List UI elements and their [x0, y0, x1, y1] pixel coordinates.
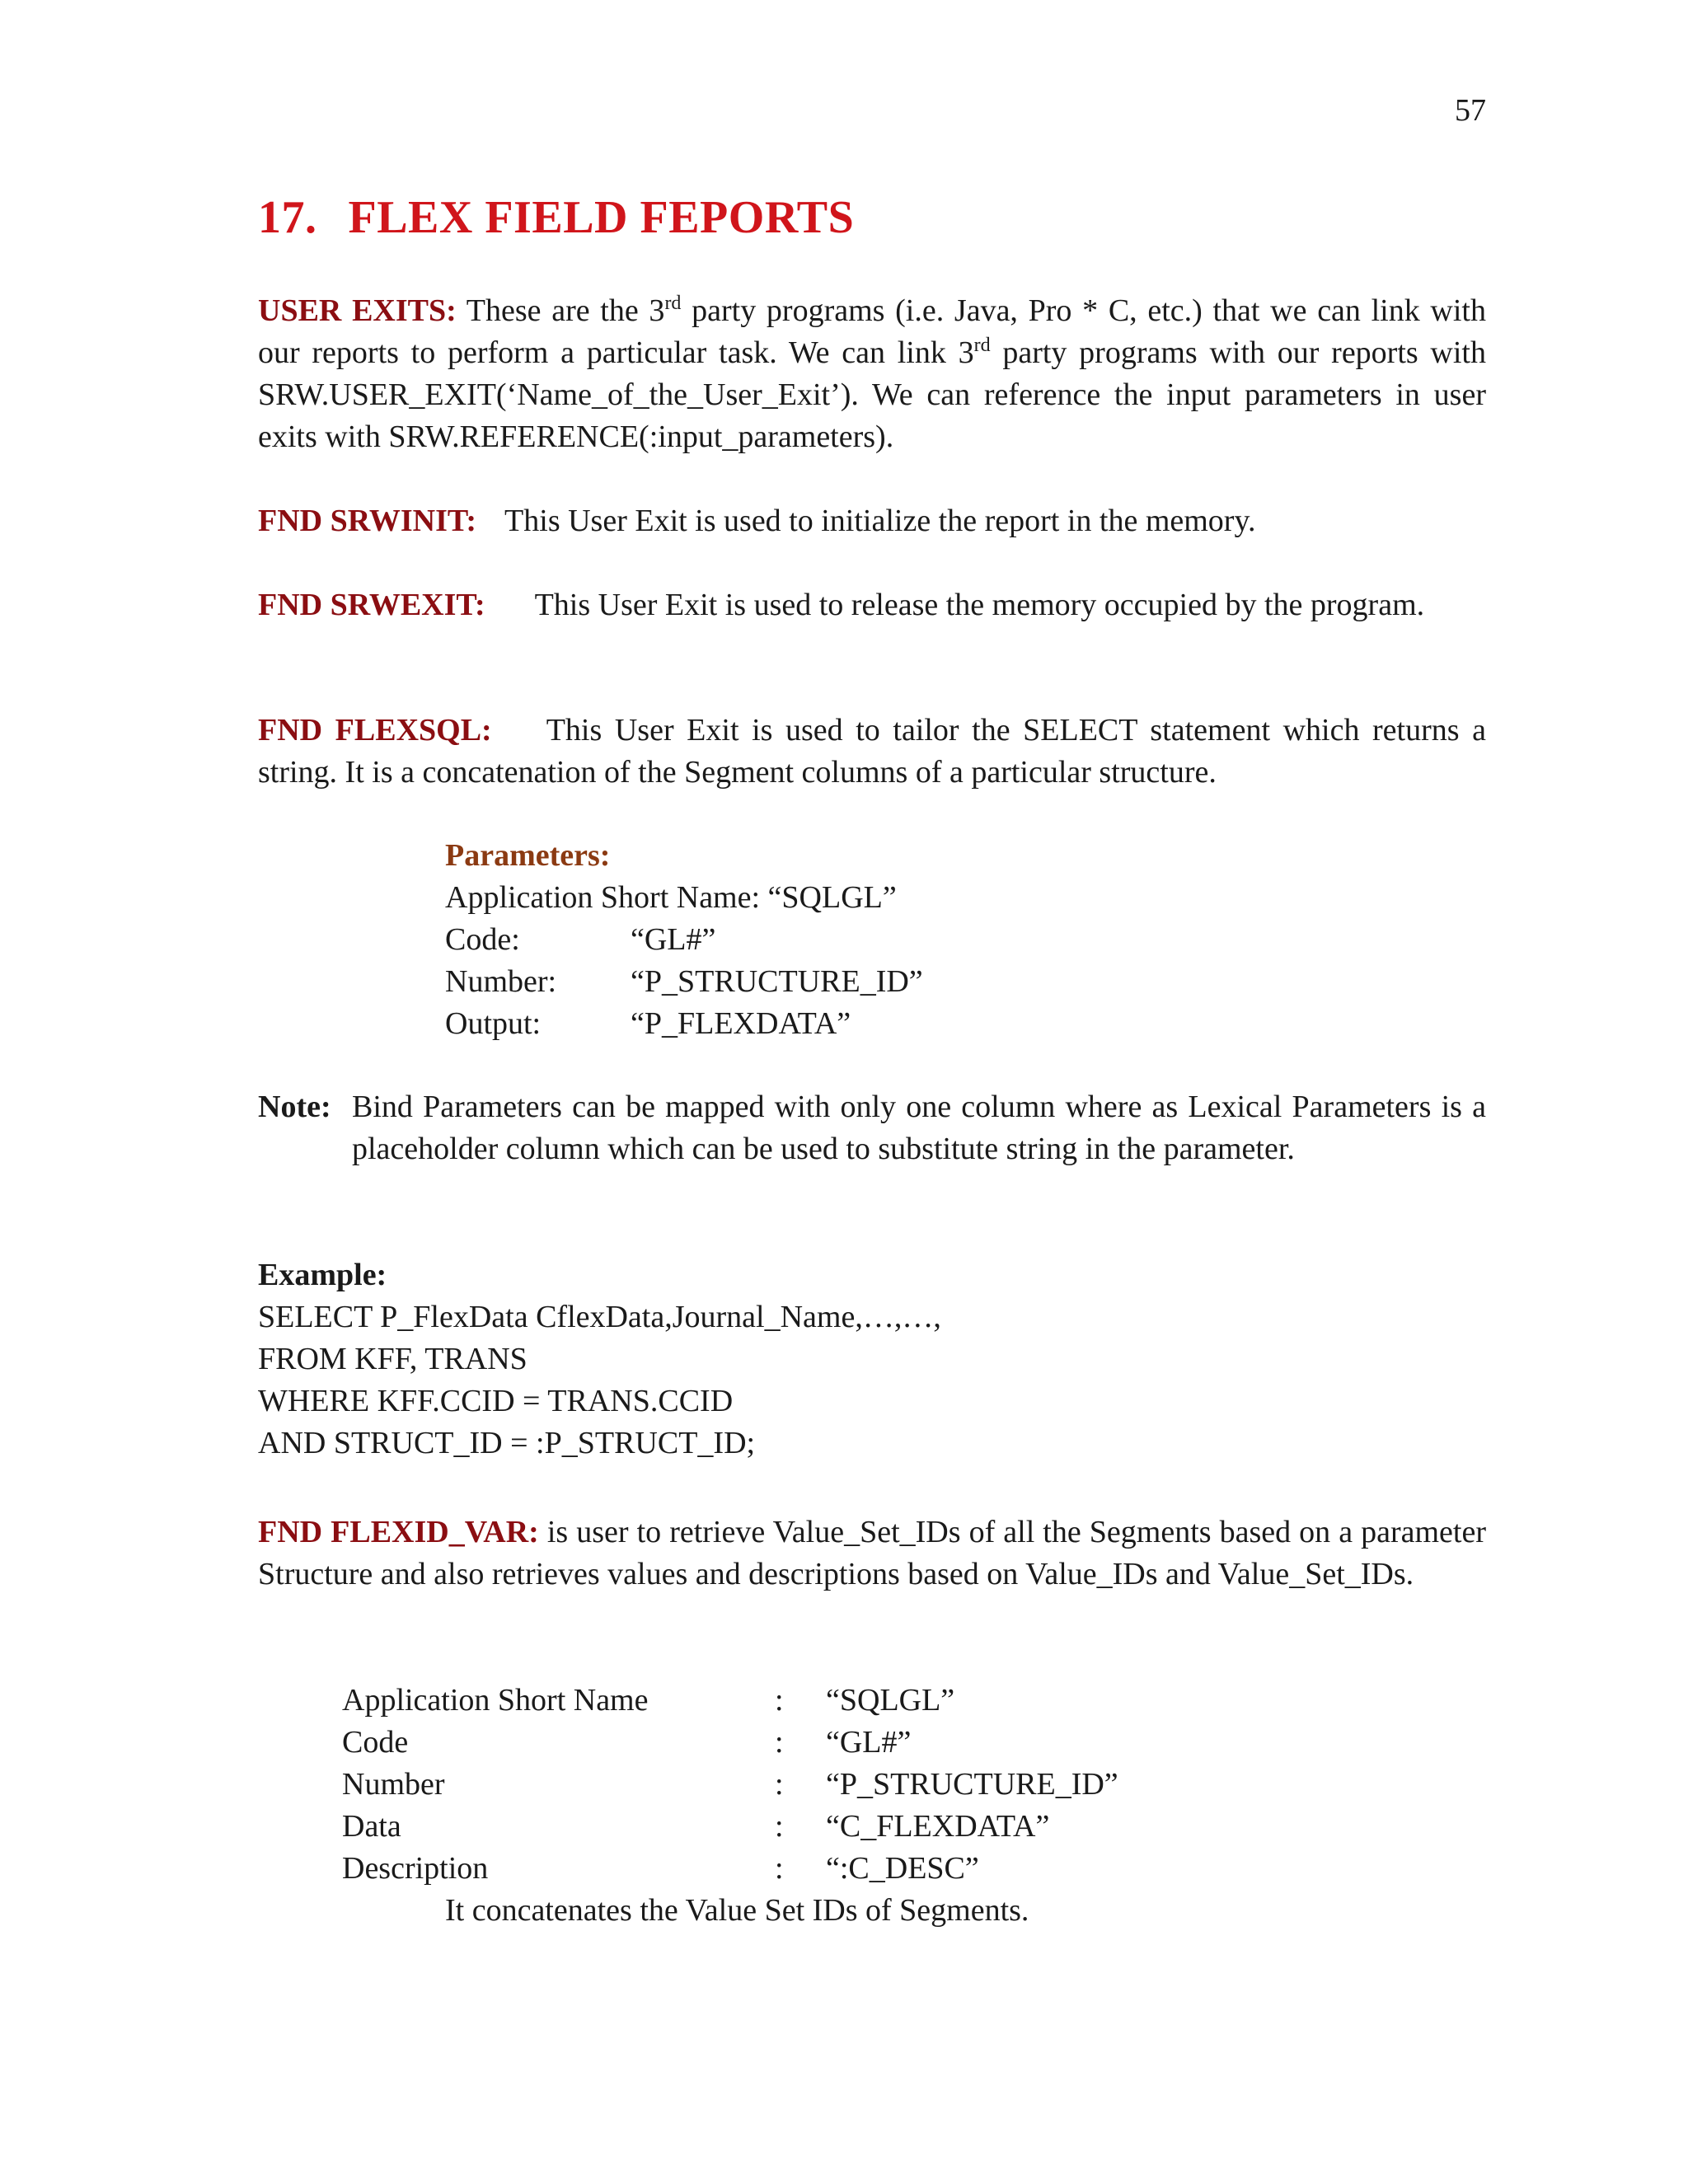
chapter-number: 17. [258, 192, 317, 243]
flexid-param-row [342, 1680, 1118, 1722]
note-label: Note: [258, 1090, 331, 1124]
flexid-param-label: Application Short Name [342, 1683, 649, 1718]
flexid-var-parameters [342, 1680, 1118, 1932]
note-text: Bind Parameters can be mapped with only one column where as Lexical Parameters is a placeholder column which can be used to substitute string in the parameter. [352, 1090, 1486, 1166]
parameter-app-short-name: Application Short Name: “SQLGL” [445, 880, 897, 915]
flexid-param-sep: : [775, 1683, 784, 1718]
page-number: 57 [1455, 93, 1486, 128]
flexid-tail-note: It concatenates the Value Set IDs of Segments. [445, 1893, 1029, 1928]
flexid-param-sep: : [775, 1725, 784, 1760]
user-exits-text-3: party programs with our reports with SRW.USER_EXIT(‘Name_of_the_User_Exit’). We can reference the input parameters in user exits with SRW.REFERENCE(:input_parameters). [258, 335, 1486, 454]
parameter-label: Number: [445, 964, 557, 999]
user-exits-paragraph [258, 290, 1486, 458]
flexid-param-label: Data [342, 1809, 401, 1844]
parameter-label: Code: [445, 922, 520, 957]
flexid-param-label: Number [342, 1767, 445, 1802]
flexid-param-row [342, 1806, 1118, 1848]
flexid-param-sep: : [775, 1767, 784, 1802]
flexsql-text: This User Exit is used to tailor the SELECT statement which returns a string. It is a concatenation of the Segment columns of a particular structure. [258, 713, 1486, 790]
parameter-row [445, 961, 923, 1003]
srwinit-label: FND SRWINIT: [258, 504, 477, 538]
user-exits-sup-2: rd [973, 335, 991, 356]
srwinit-text: This User Exit is used to initialize the report in the memory. [504, 504, 1256, 538]
chapter-title-text: FLEX FIELD FEPORTS [348, 192, 855, 243]
example-heading: Example: [258, 1258, 387, 1292]
chapter-title [258, 191, 854, 244]
srwinit-paragraph [258, 500, 1486, 542]
parameter-value: “P_STRUCTURE_ID” [631, 964, 923, 999]
example-code-line: AND STRUCT_ID = :P_STRUCT_ID; [258, 1426, 756, 1460]
flexsql-label: FND FLEXSQL: [258, 713, 492, 748]
flexid-param-value: “:C_DESC” [826, 1851, 979, 1886]
parameter-row [445, 1003, 923, 1045]
flexid-param-row [342, 1848, 1118, 1890]
srwexit-paragraph [258, 584, 1486, 626]
flexid-param-value: “SQLGL” [826, 1683, 955, 1718]
flexid-param-sep: : [775, 1851, 784, 1886]
parameter-row [445, 919, 923, 961]
note-paragraph [258, 1086, 1486, 1170]
flexid-param-row [342, 1722, 1118, 1764]
flexid-var-label: FND FLEXID_VAR: [258, 1515, 539, 1549]
flexsql-paragraph [258, 710, 1486, 794]
parameters-heading: Parameters: [445, 838, 611, 873]
flexid-param-sep: : [775, 1809, 784, 1844]
srwexit-label: FND SRWEXIT: [258, 588, 485, 622]
example-block [258, 1254, 1486, 1465]
user-exits-text-1: These are the 3 [456, 293, 665, 328]
flexid-param-value: “GL#” [826, 1725, 912, 1760]
flexid-param-label: Code [342, 1725, 409, 1760]
flexid-param-row [342, 1764, 1118, 1806]
flexid-param-value: “C_FLEXDATA” [826, 1809, 1050, 1844]
flexid-var-text: is user to retrieve Value_Set_IDs of all the Segments based on a parameter Structure and also retrieves values and descriptions based on Value_IDs and Value_Set_IDs. [258, 1515, 1486, 1591]
parameter-label: Output: [445, 1006, 542, 1041]
flexid-param-label: Description [342, 1851, 489, 1886]
flexid-var-paragraph [258, 1511, 1486, 1596]
flexsql-parameters [445, 835, 923, 1045]
user-exits-label: USER EXITS: [258, 293, 457, 328]
user-exits-sup-1: rd [664, 293, 682, 314]
srwexit-text: This User Exit is used to release the memory occupied by the program. [534, 588, 1425, 622]
parameter-value: “P_FLEXDATA” [631, 1006, 851, 1041]
parameter-value: “GL#” [631, 922, 716, 957]
user-exits-text-2: party programs (i.e. Java, Pro * C, etc.) that we can link with our reports to perform a particular task. We can link 3 [258, 293, 1486, 370]
example-code-line: SELECT P_FlexData CflexData,Journal_Name,…,…, [258, 1300, 941, 1334]
example-code-line: WHERE KFF.CCID = TRANS.CCID [258, 1384, 734, 1418]
flexid-param-value: “P_STRUCTURE_ID” [826, 1767, 1118, 1802]
example-code-line: FROM KFF, TRANS [258, 1342, 528, 1376]
